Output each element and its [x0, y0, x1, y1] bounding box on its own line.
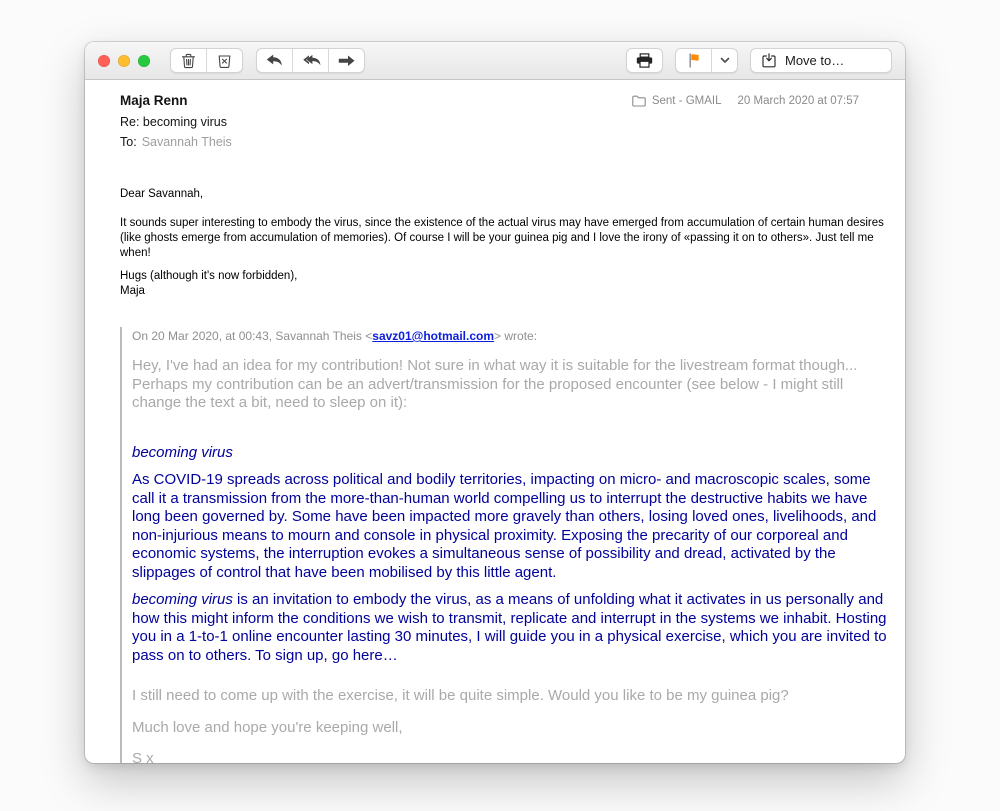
delete-junk-button-group: [170, 48, 243, 73]
subject-line: Re: becoming virus: [120, 115, 227, 129]
message-body: [85, 149, 905, 763]
signoff-text: Hugs (although it's now forbidden),: [120, 270, 298, 282]
quote-paragraph-2-title: becoming virus: [132, 591, 233, 608]
message-header: [85, 80, 905, 149]
reply-button[interactable]: [257, 49, 292, 72]
flag-button-group: [675, 48, 738, 73]
recipient-line: [120, 135, 232, 149]
quote-attribution: [132, 329, 888, 344]
reply-all-button[interactable]: [292, 49, 328, 72]
quote-signature: S x: [132, 750, 154, 763]
chevron-down-icon: [720, 57, 730, 64]
attribution-suffix: > wrote:: [494, 329, 538, 343]
move-to-icon: [761, 53, 777, 69]
minimize-button[interactable]: [118, 55, 130, 67]
body-paragraph: It sounds super interesting to embody the virus, since the existence of the actual virus may have emerged from accumulation of certain human desires (like ghosts emerge from accumulation of memories). Of course I will be your guinea pig and I love the irony of «passing it on to others». Just tell me when!: [120, 217, 884, 259]
junk-icon: [217, 53, 232, 69]
quote-outro-2: Much love and hope you're keeping well,: [132, 718, 403, 736]
quote-title: becoming virus: [132, 443, 233, 461]
mailbox-name: Sent - GMAIL: [651, 95, 722, 107]
message-date: 20 March 2020 at 07:57: [737, 95, 859, 107]
message-header-left: [120, 93, 232, 149]
print-button[interactable]: [627, 49, 662, 72]
greeting-text: Dear Savannah,: [120, 188, 204, 200]
zoom-button[interactable]: [138, 55, 150, 67]
move-to-button[interactable]: [751, 49, 891, 72]
sender-email-link[interactable]: savz01@hotmail.com: [372, 329, 495, 343]
junk-button[interactable]: [206, 49, 242, 72]
reply-all-icon: [301, 54, 321, 67]
to-label: To:: [120, 135, 137, 149]
reply-button-group: [256, 48, 365, 73]
quote-paragraph-2: [132, 591, 888, 665]
sender-name: Maja Renn: [120, 93, 188, 108]
window-controls: [98, 55, 150, 67]
attribution-prefix: On 20 Mar 2020, at 00:43, Savannah Theis <: [132, 329, 373, 343]
window-titlebar[interactable]: [85, 42, 905, 80]
flag-button[interactable]: [676, 49, 711, 72]
quoted-message: [120, 327, 888, 763]
forward-icon: [338, 55, 355, 67]
quote-outro-1: I still need to come up with the exercise, it will be quite simple. Would you like to be my guinea pig?: [132, 687, 789, 704]
folder-icon: [632, 95, 646, 107]
move-to-button-group: [750, 48, 892, 73]
quote-paragraph-1: As COVID-19 spreads across political and bodily territories, impacting on micro- and macroscopic scales, some call it a transmission from the more-than-human world compelling us to interrupt the destructive habits we have long been governed by. Some have been impacted more gravely than others, losing loved ones, livelihoods, and non-injurious means to mourn and console in physical proximity. Exposing the precarity of our corporeal and economic systems, the interruption evokes a simultaneous sense of possibility and dread, activated by the slippages of control that have been mobilised by this little agent.: [132, 471, 877, 581]
message-header-right: [632, 95, 859, 107]
print-icon: [636, 53, 653, 68]
move-to-label: Move to…: [785, 53, 845, 68]
mail-message-window: [85, 42, 905, 763]
quote-intro-paragraph: Hey, I've had an idea for my contribution! Not sure in what way it is suitable for the livestream format though... Perhaps my contribution can be an advert/transmission for the proposed encounter (see below - I might still change the text a bit, need to sleep on it):: [132, 357, 858, 411]
quote-paragraph-2-rest: is an invitation to embody the virus, as a means of unfolding what it activates in us personally and how this might inform the conditions we wish to transmit, replicate and interrupt in the systems we inhabit. Hosting you in a 1-to-1 online encounter lasting 30 minutes, I will guide you in a physical exercise, which you are invited to pass on to others. To sign up, go here…: [132, 591, 887, 664]
flag-icon: [687, 53, 701, 68]
reply-icon: [266, 54, 283, 67]
delete-button[interactable]: [171, 49, 206, 72]
recipient-name[interactable]: Savannah Theis: [141, 135, 232, 149]
mailbox-indicator: [632, 95, 722, 107]
close-button[interactable]: [98, 55, 110, 67]
forward-button[interactable]: [328, 49, 364, 72]
print-button-group: [626, 48, 663, 73]
flag-menu-button[interactable]: [711, 49, 737, 72]
trash-icon: [181, 53, 196, 69]
signature-text: Maja: [120, 285, 145, 297]
